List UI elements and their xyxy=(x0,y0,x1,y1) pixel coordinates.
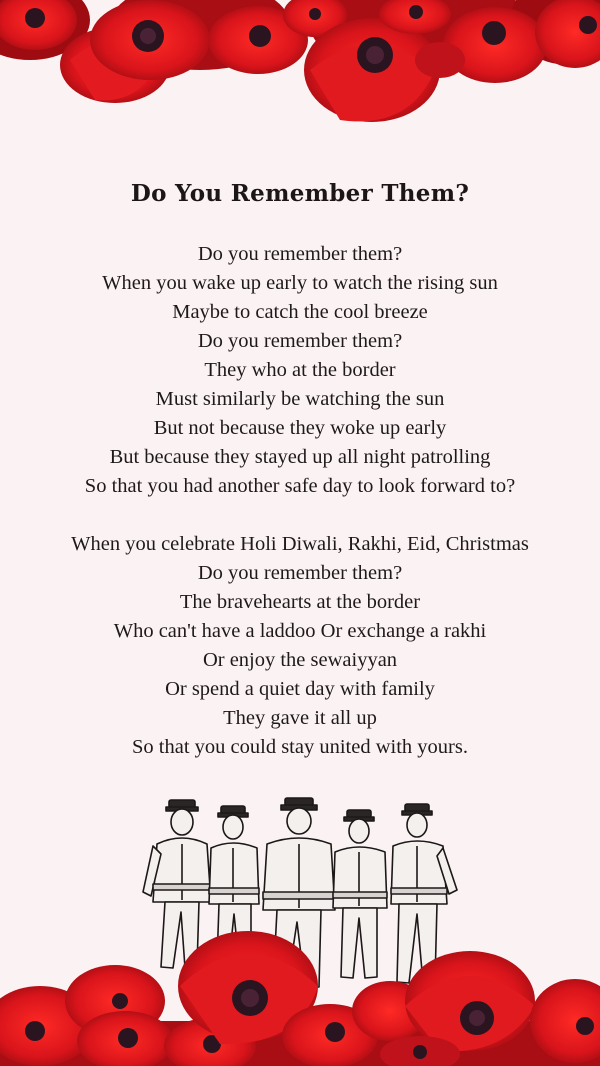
poem-line: Do you remember them? xyxy=(197,243,403,265)
poem-line: They who at the border xyxy=(204,359,396,381)
poem-line: Or enjoy the sewaiyyan xyxy=(202,649,398,671)
poppy-flowers-bottom xyxy=(0,926,600,1066)
poem-line: Must similarly be watching the sun xyxy=(155,388,445,410)
stanza-2 xyxy=(0,530,600,762)
poem-line: The bravehearts at the border xyxy=(179,591,421,613)
poem-line: Do you remember them? xyxy=(197,562,403,584)
poem-line: Who can't have a laddoo Or exchange a rakhi xyxy=(113,620,487,642)
poppy-flowers-top xyxy=(0,0,600,140)
poem-body xyxy=(0,240,600,791)
stanza-1 xyxy=(0,240,600,501)
poem-line: So that you had another safe day to look forward to? xyxy=(84,475,516,497)
poem-line: Maybe to catch the cool breeze xyxy=(172,301,428,323)
poem-line: Or spend a quiet day with family xyxy=(165,678,435,700)
poem-line: But because they stayed up all night patrolling xyxy=(109,446,491,468)
poem-line: So that you could stay united with yours. xyxy=(132,736,468,758)
poem-title: Do You Remember Them? xyxy=(130,180,470,207)
poem-line: But not because they woke up early xyxy=(153,417,447,439)
poem-line: Do you remember them? xyxy=(197,330,403,352)
poem-line: When you wake up early to watch the rising sun xyxy=(102,272,498,294)
poem-line: They gave it all up xyxy=(223,707,377,729)
poem-line: When you celebrate Holi Diwali, Rakhi, Eid, Christmas xyxy=(71,533,529,555)
